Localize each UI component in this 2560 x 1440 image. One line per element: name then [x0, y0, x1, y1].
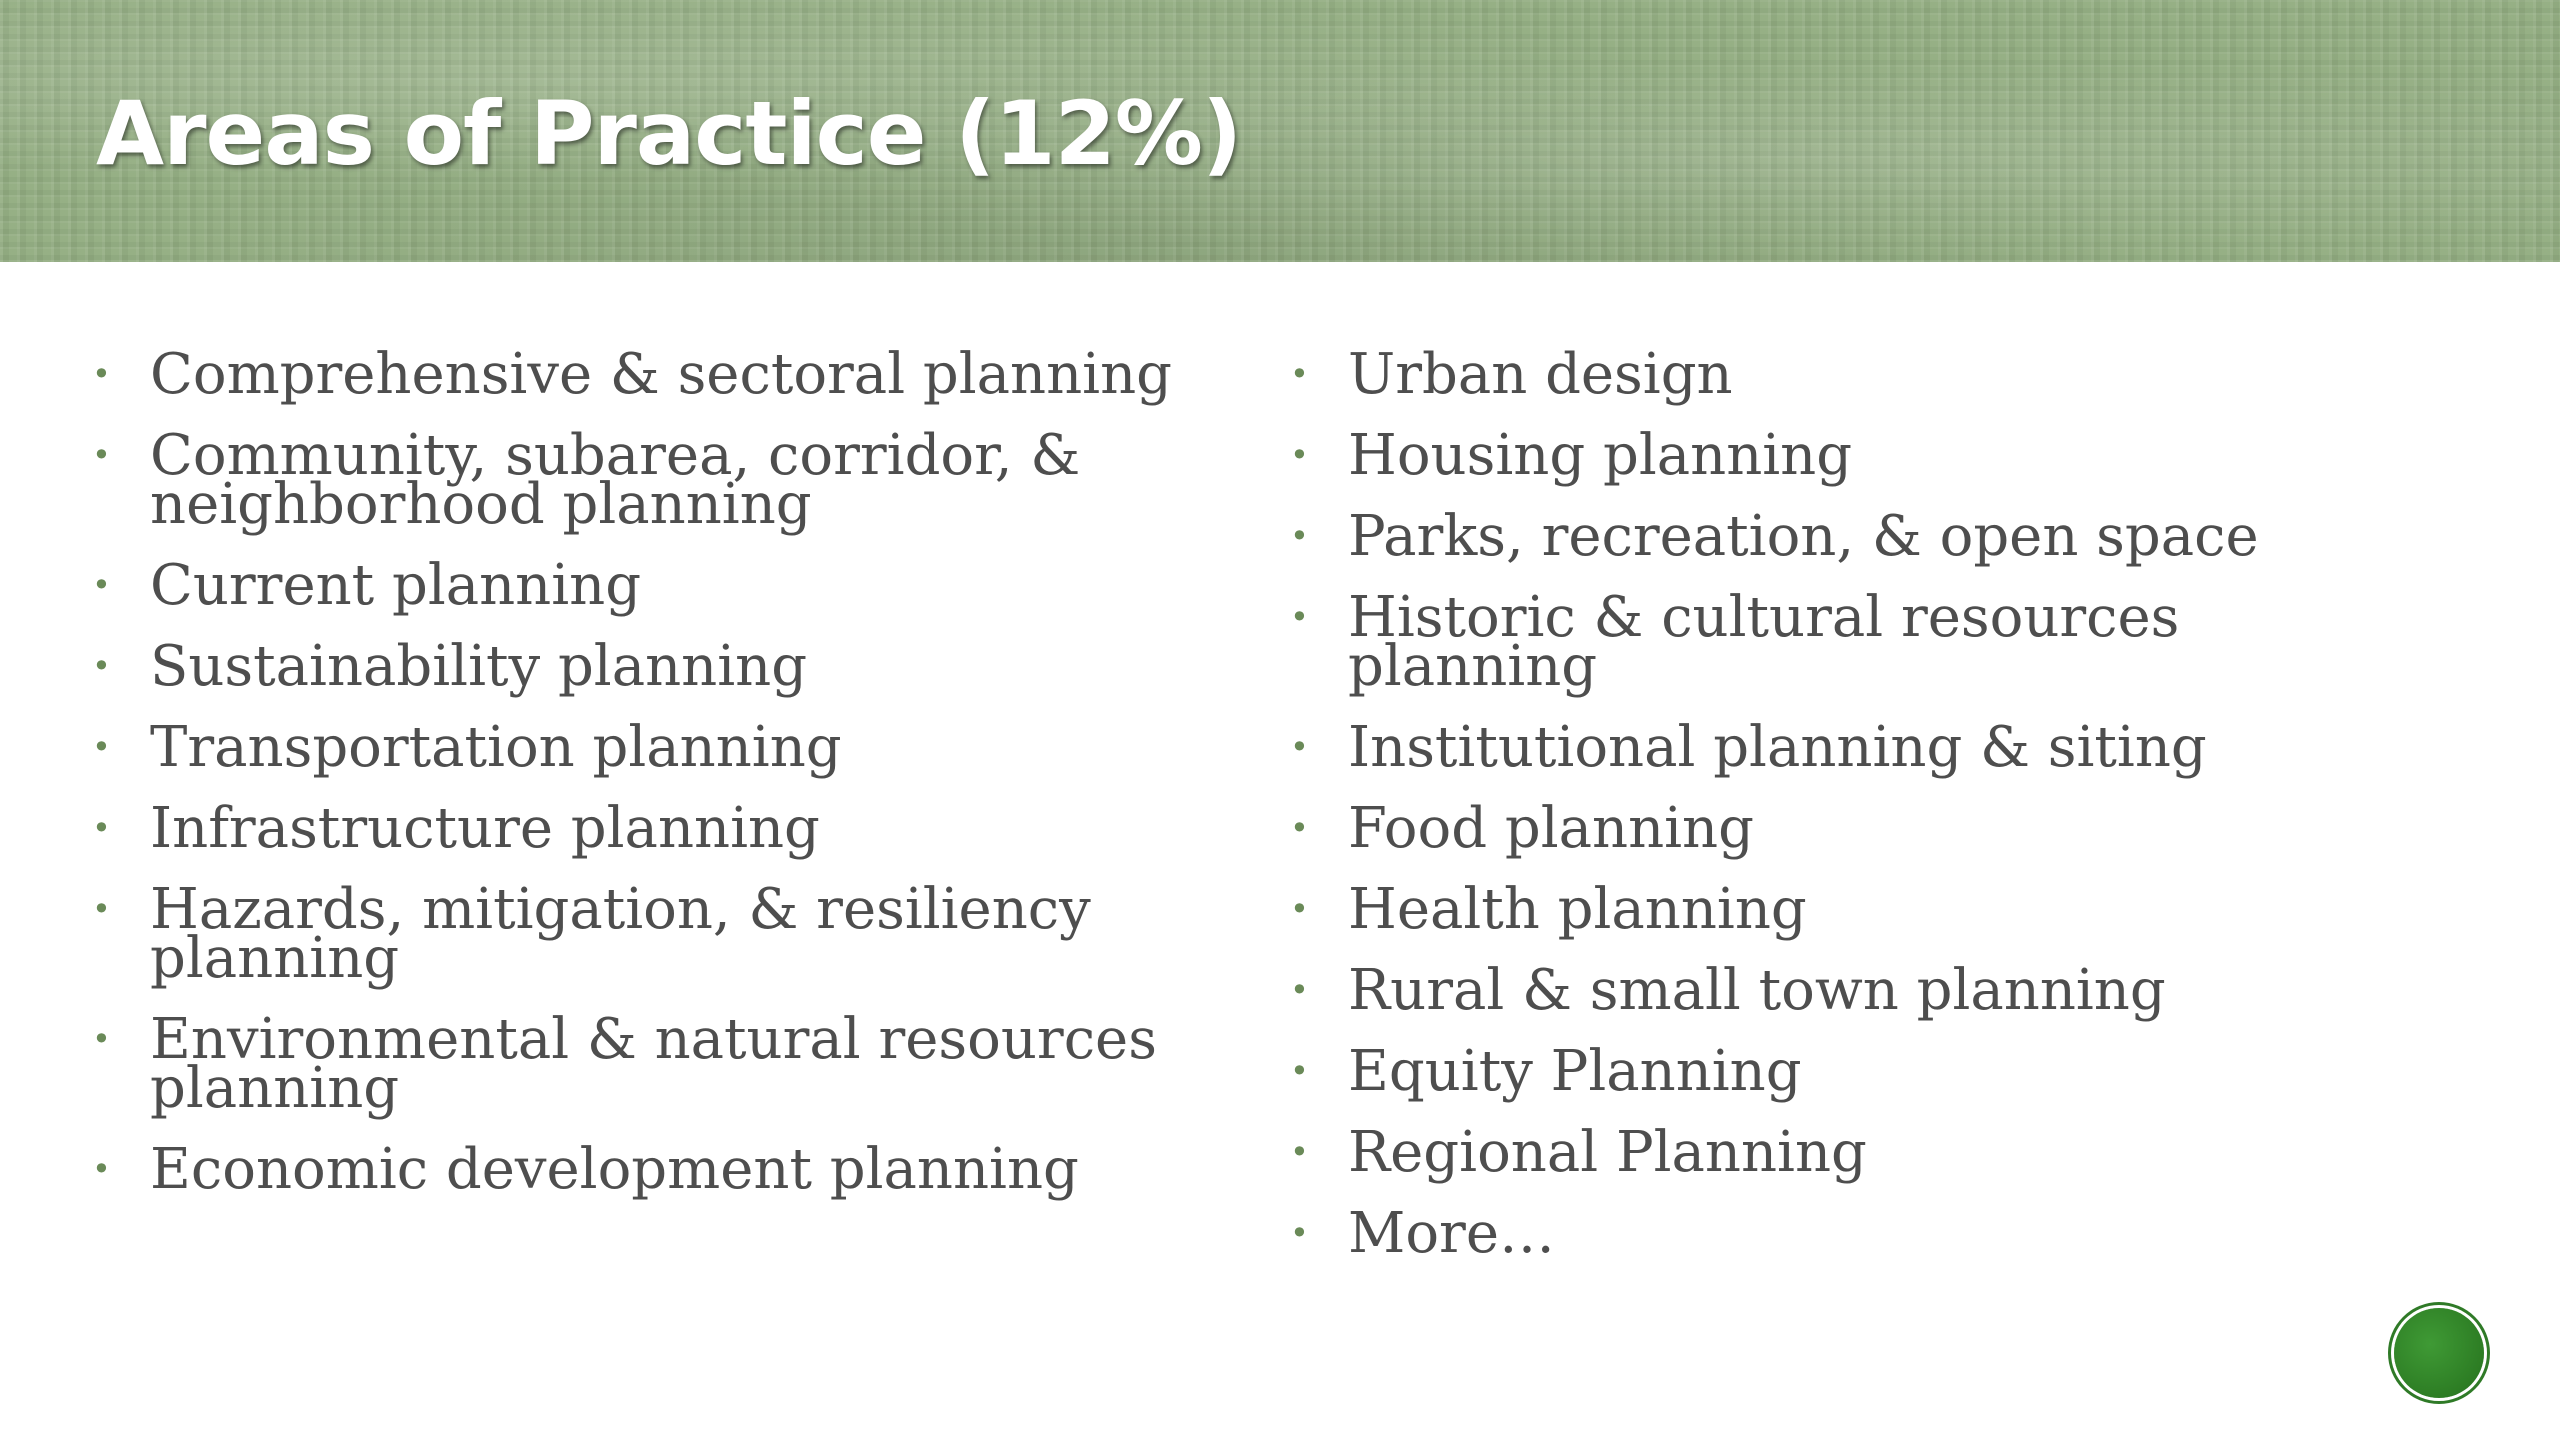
- list-item: [92, 796, 1242, 861]
- left-bullet-list: [92, 342, 1242, 1226]
- slide-title: Areas of Practice (12%): [96, 82, 1242, 185]
- bullet-icon: •: [92, 436, 111, 474]
- bullet-icon: •: [1290, 971, 1309, 1009]
- bullet-icon: •: [1290, 517, 1309, 555]
- list-item: [92, 715, 1242, 780]
- bullet-icon: •: [1290, 355, 1309, 393]
- list-item: [1290, 1120, 2440, 1185]
- list-item-text: Institutional planning & siting: [1348, 715, 2207, 780]
- list-item: [1290, 342, 2440, 407]
- bullet-icon: •: [92, 647, 111, 685]
- list-item-text: Transportation planning: [150, 715, 842, 780]
- list-item: [92, 877, 1242, 991]
- list-item: [92, 342, 1242, 407]
- list-item: [1290, 796, 2440, 861]
- bullet-icon: •: [92, 890, 111, 928]
- bullet-icon: •: [1290, 1052, 1309, 1090]
- list-item-text: Sustainability planning: [150, 634, 808, 699]
- list-item: [92, 423, 1242, 537]
- list-item-text: Economic development planning: [150, 1137, 1079, 1202]
- bullet-icon: •: [92, 566, 111, 604]
- list-item: [1290, 715, 2440, 780]
- list-item-text: More…: [1348, 1201, 1555, 1266]
- list-item-text: Infrastructure planning: [150, 796, 820, 861]
- bullet-icon: •: [1290, 1133, 1309, 1171]
- list-item: [92, 553, 1242, 618]
- bullet-icon: •: [92, 355, 111, 393]
- list-item-text: Community, subarea, corridor, & neighborhood planning: [150, 423, 1081, 537]
- list-item: [1290, 1039, 2440, 1104]
- list-item: [1290, 1201, 2440, 1266]
- list-item-text: Housing planning: [1348, 423, 1853, 488]
- bullet-icon: •: [92, 809, 111, 847]
- list-item: [1290, 504, 2440, 569]
- bullet-icon: •: [1290, 1214, 1309, 1252]
- slide-nav-button[interactable]: [2394, 1308, 2484, 1398]
- list-item-text: Parks, recreation, & open space: [1348, 504, 2259, 569]
- list-item: [92, 1137, 1242, 1202]
- list-item-text: Urban design: [1348, 342, 1733, 407]
- bullet-icon: •: [1290, 809, 1309, 847]
- bullet-icon: •: [1290, 890, 1309, 928]
- list-item-text: Health planning: [1348, 877, 1807, 942]
- list-item-text: Environmental & natural resources planning: [150, 1007, 1157, 1121]
- list-item-text: Comprehensive & sectoral planning: [150, 342, 1172, 407]
- list-item-text: Equity Planning: [1348, 1039, 1802, 1104]
- bullet-icon: •: [1290, 598, 1309, 636]
- list-item: [1290, 585, 2440, 699]
- bullet-icon: •: [1290, 728, 1309, 766]
- list-item-text: Current planning: [150, 553, 642, 618]
- list-item: [1290, 958, 2440, 1023]
- bullet-icon: •: [92, 1020, 111, 1058]
- right-bullet-list: [1290, 342, 2440, 1290]
- list-item-text: Historic & cultural resources planning: [1348, 585, 2180, 699]
- list-item-text: Hazards, mitigation, & resiliency planning: [150, 877, 1091, 991]
- list-item-text: Regional Planning: [1348, 1120, 1867, 1185]
- list-item-text: Food planning: [1348, 796, 1754, 861]
- list-item-text: Rural & small town planning: [1348, 958, 2166, 1023]
- bullet-icon: •: [1290, 436, 1309, 474]
- bullet-icon: •: [92, 728, 111, 766]
- list-item: [1290, 423, 2440, 488]
- list-item: [92, 1007, 1242, 1121]
- list-item: [1290, 877, 2440, 942]
- list-item: [92, 634, 1242, 699]
- bullet-icon: •: [92, 1150, 111, 1188]
